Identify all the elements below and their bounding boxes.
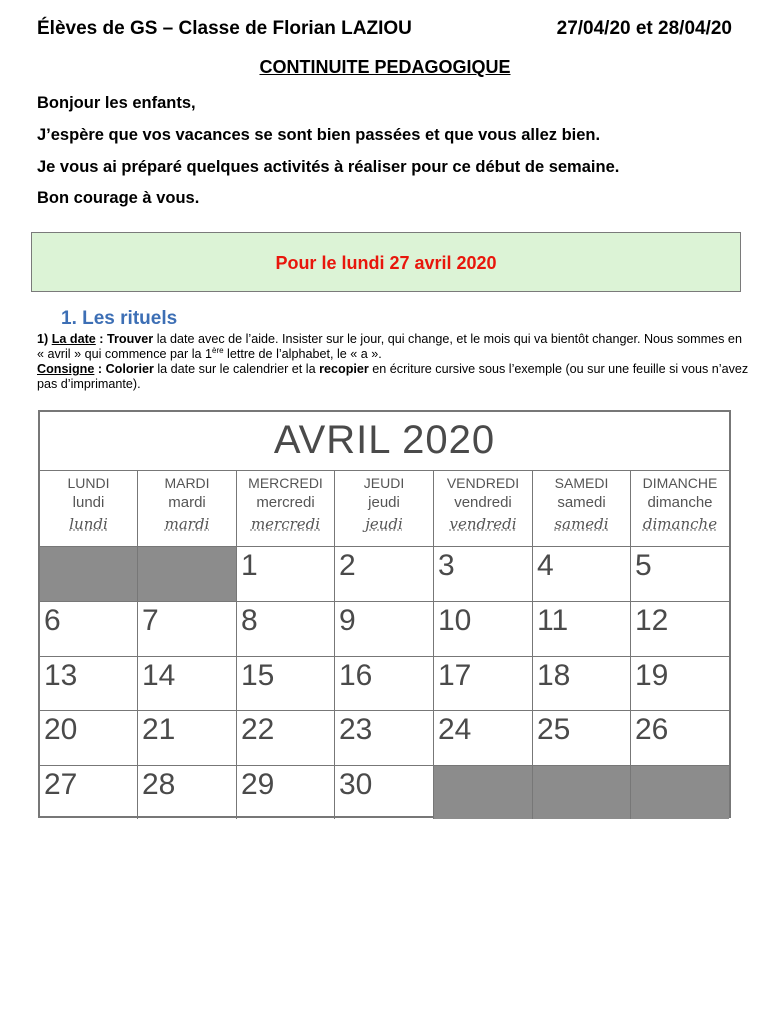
day-label-cursive: dimanche	[642, 515, 718, 533]
day-label-upper: LUNDI	[67, 475, 110, 491]
calendar-day-cell[interactable]	[335, 765, 434, 819]
calendar-day-cell[interactable]	[138, 710, 237, 765]
calendar-day-cell[interactable]	[335, 710, 434, 765]
header-class: Élèves de GS – Classe de Florian LAZIOU	[37, 18, 412, 39]
day-label-cursive: mercredi	[250, 515, 321, 533]
calendar-day-number: 27	[44, 768, 78, 801]
section-title: 1. Les rituels	[61, 308, 178, 329]
calendar-day-number: 11	[537, 604, 569, 637]
calendar-day-cell[interactable]	[434, 710, 533, 765]
calendar-day-cell[interactable]	[40, 601, 138, 656]
day-header-mercredi	[237, 470, 335, 547]
calendar-day-cell[interactable]	[237, 656, 335, 711]
day-header-dimanche	[631, 470, 729, 547]
day-banner-text: Pour le lundi 27 avril 2020	[275, 253, 497, 273]
day-banner	[31, 232, 741, 292]
calendar-day-cell[interactable]	[138, 765, 237, 819]
calendar-day-number: 15	[241, 659, 275, 692]
calendar-day-cell[interactable]	[335, 656, 434, 711]
calendar-day-cell[interactable]	[434, 546, 533, 601]
calendar-day-cell[interactable]	[631, 656, 729, 711]
calendar-day-number: 25	[537, 713, 571, 746]
calendar-title: AVRIL 2020	[273, 418, 496, 462]
activity-instructions: 1) La date : Trouver la date avec de l’aide. Insister sur le jour, qui change, et le mois qui va bientôt changer. Nous sommes en « avril » qui commence par la 1ère lettre de l’alphabet, le « a ».	[37, 332, 742, 361]
calendar-day-number: 10	[438, 604, 472, 637]
calendar-day-number: 8	[241, 604, 258, 637]
calendar-empty-cell	[631, 765, 729, 819]
intro-line: Bonjour les enfants,	[37, 94, 196, 112]
calendar-day-number: 2	[339, 549, 356, 582]
day-label-upper: JEUDI	[363, 475, 405, 491]
calendar-day-cell[interactable]	[533, 546, 631, 601]
calendar-day-number: 28	[142, 768, 176, 801]
calendar-day-number: 18	[537, 659, 571, 692]
calendar-day-number: 1	[241, 549, 258, 582]
calendar-day-cell[interactable]	[138, 656, 237, 711]
calendar-day-number: 7	[142, 604, 159, 637]
calendar-day-cell[interactable]	[40, 710, 138, 765]
calendar-day-number: 9	[339, 604, 356, 637]
intro-line: Je vous ai préparé quelques activités à réaliser pour ce début de semaine.	[37, 158, 620, 176]
calendar-day-number: 14	[142, 659, 176, 692]
activity-consigne: Consigne : Colorier la date sur le calendrier et la recopier en écriture cursive sous l’exemple (ou sur une feuille si vous n’avez pas d’imprimante).	[37, 362, 749, 391]
calendar-day-number: 13	[44, 659, 78, 692]
intro-line: Bon courage à vous.	[37, 189, 200, 207]
day-label-lower: mardi	[168, 494, 206, 511]
calendar-day-number: 6	[44, 604, 61, 637]
day-label-cursive: vendredi	[449, 515, 517, 533]
day-header-samedi	[533, 470, 631, 547]
calendar-empty-cell	[40, 546, 138, 601]
day-label-upper: MARDI	[164, 475, 210, 491]
day-label-upper: DIMANCHE	[642, 475, 718, 491]
calendar-day-number: 24	[438, 713, 472, 746]
intro-line: J’espère que vos vacances se sont bien passées et que vous allez bien.	[37, 126, 601, 144]
calendar-day-number: 22	[241, 713, 275, 746]
calendar-day-cell[interactable]	[533, 710, 631, 765]
calendar-day-number: 30	[339, 768, 373, 801]
day-label-lower: lundi	[72, 494, 105, 511]
calendar-day-number: 19	[635, 659, 669, 692]
calendar-day-number: 5	[635, 549, 652, 582]
day-label-cursive: jeudi	[365, 515, 403, 533]
day-header-jeudi	[335, 470, 434, 547]
day-label-cursive: lundi	[69, 515, 108, 533]
page-title: CONTINUITE PEDAGOGIQUE	[259, 57, 511, 77]
calendar-day-cell[interactable]	[434, 601, 533, 656]
calendar-day-number: 12	[635, 604, 669, 637]
day-label-upper: MERCREDI	[248, 475, 323, 491]
calendar-day-cell[interactable]	[631, 601, 729, 656]
day-label-lower: mercredi	[256, 494, 315, 511]
header-dates: 27/04/20 et 28/04/20	[556, 18, 732, 39]
calendar-empty-cell	[434, 765, 533, 819]
calendar	[38, 410, 731, 818]
calendar-empty-cell	[533, 765, 631, 819]
day-label-lower: jeudi	[368, 494, 400, 511]
calendar-day-number: 3	[438, 549, 455, 582]
calendar-day-cell[interactable]	[138, 601, 237, 656]
calendar-day-number: 23	[339, 713, 373, 746]
day-header-vendredi	[434, 470, 533, 547]
calendar-day-number: 26	[635, 713, 669, 746]
calendar-day-cell[interactable]	[631, 546, 729, 601]
calendar-day-number: 29	[241, 768, 275, 801]
calendar-day-cell[interactable]	[434, 656, 533, 711]
calendar-day-cell[interactable]	[237, 710, 335, 765]
day-label-cursive: mardi	[164, 515, 210, 533]
day-header-mardi	[138, 470, 237, 547]
day-label-lower: samedi	[557, 494, 606, 511]
calendar-day-number: 21	[142, 713, 176, 746]
calendar-day-number: 16	[339, 659, 373, 692]
calendar-day-cell[interactable]	[533, 601, 631, 656]
day-label-upper: VENDREDI	[446, 475, 520, 491]
calendar-empty-cell	[138, 546, 237, 601]
calendar-day-cell[interactable]	[631, 710, 729, 765]
day-label-cursive: samedi	[554, 515, 609, 533]
day-header-lundi	[40, 470, 138, 547]
calendar-day-cell[interactable]	[237, 546, 335, 601]
calendar-day-number: 4	[537, 549, 554, 582]
day-label-lower: vendredi	[454, 494, 512, 511]
day-label-upper: SAMEDI	[554, 475, 609, 491]
calendar-day-number: 20	[44, 713, 78, 746]
calendar-day-number: 17	[438, 659, 472, 692]
day-label-lower: dimanche	[647, 494, 713, 511]
calendar-day-cell[interactable]	[237, 601, 335, 656]
calendar-day-cell[interactable]	[533, 656, 631, 711]
calendar-day-cell[interactable]	[40, 765, 138, 819]
calendar-day-cell[interactable]	[237, 765, 335, 819]
calendar-day-cell[interactable]	[335, 546, 434, 601]
calendar-day-cell[interactable]	[40, 656, 138, 711]
calendar-day-cell[interactable]	[335, 601, 434, 656]
